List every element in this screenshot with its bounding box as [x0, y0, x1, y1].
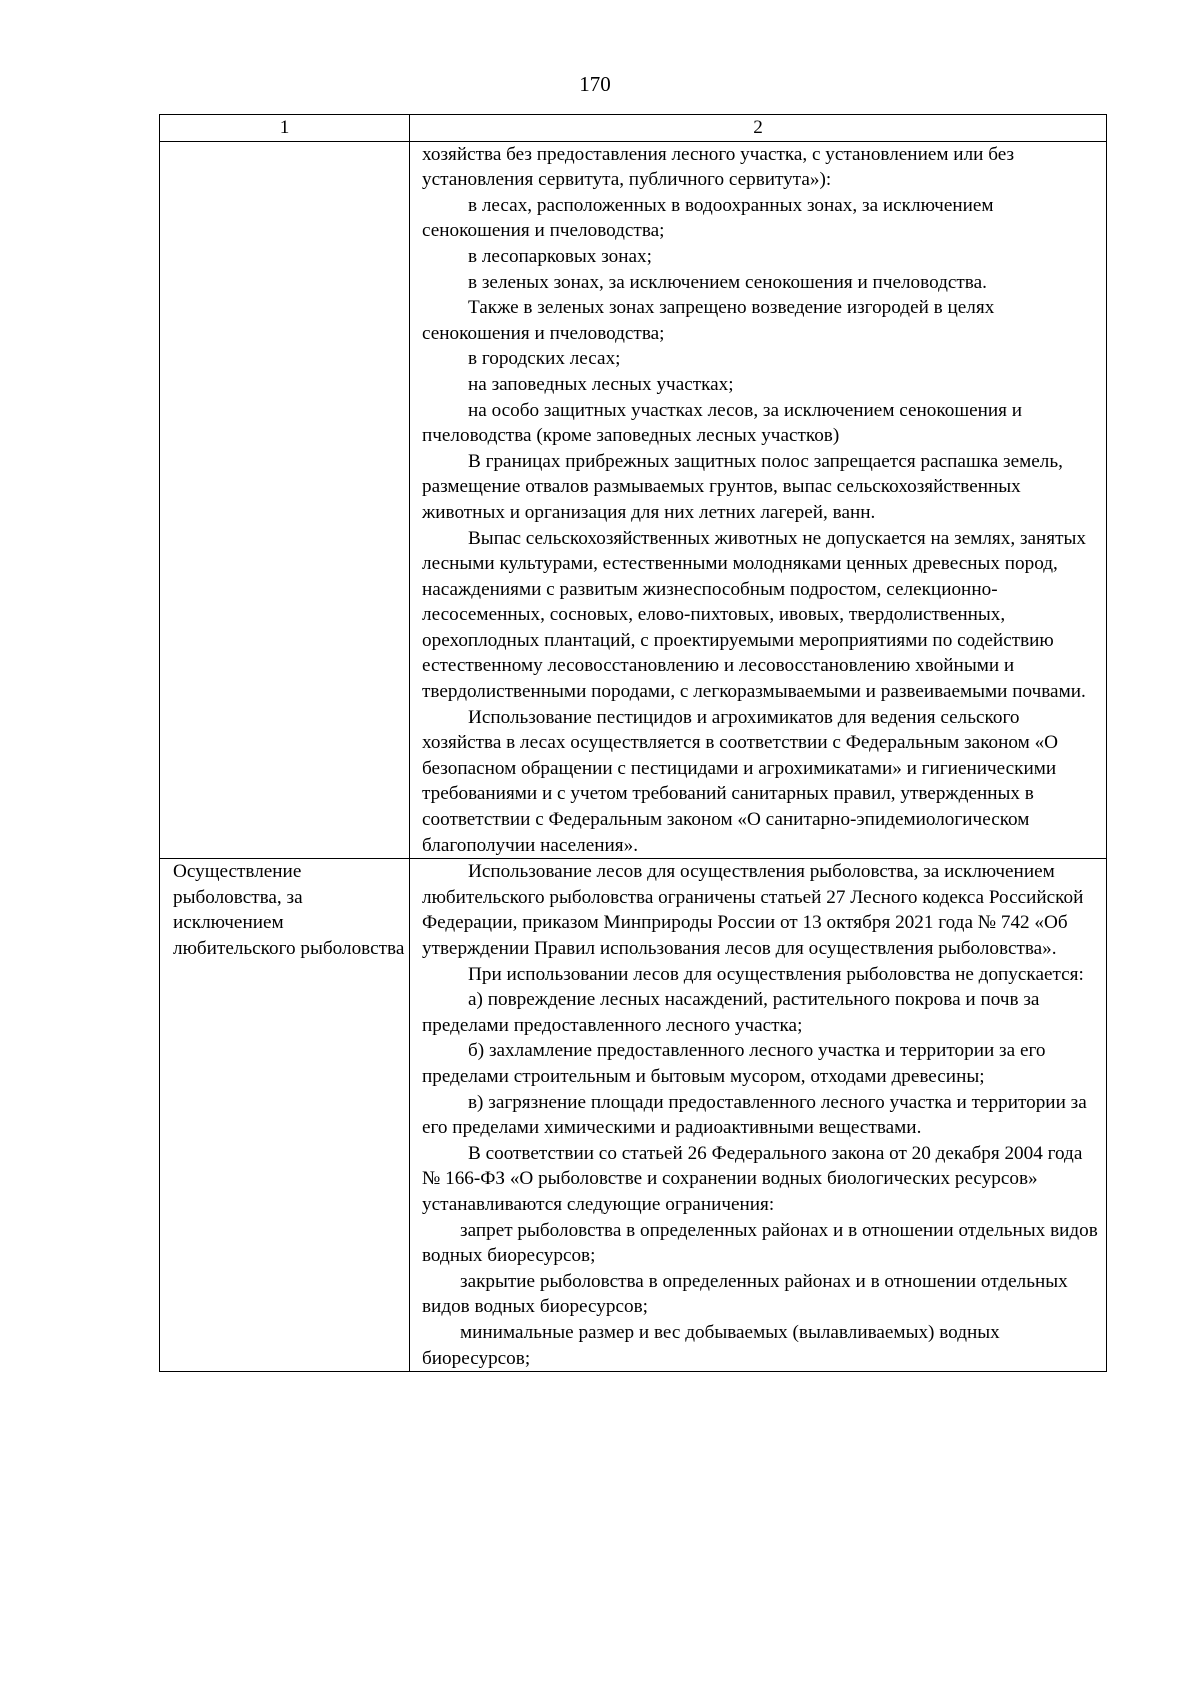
paragraph: а) повреждение лесных насаждений, растительного покрова и почв за пределами предоставленного лесного участка; — [422, 989, 1040, 1036]
paragraph: в городских лесах; — [468, 348, 621, 370]
paragraph: закрытие рыболовства в определенных районах и в отношении отдельных видов водных биоресурсов; — [422, 1270, 1068, 1318]
paragraph: в зеленых зонах, за исключением сенокошения и пчеловодства. — [468, 271, 987, 293]
paragraph: хозяйства без предоставления лесного участка, с установлением или без установления сервитута, публичного сервитута»): — [422, 143, 1015, 191]
table-header-row — [160, 115, 1107, 142]
paragraph: При использовании лесов для осуществления рыболовства не допускается: — [468, 963, 1084, 985]
paragraph: в) загрязнение площади предоставленного лесного участка и территории за его пределами химическими и радиоактивными веществами. — [422, 1091, 1087, 1139]
table-row — [160, 859, 1107, 1372]
paragraph: В границах прибрежных защитных полос запрещается распашка земель, размещение отвалов размываемых грунтов, выпас сельскохозяйственных животных и организация для них летних лагерей, ванн. — [422, 450, 1063, 523]
paragraph: в лесопарковых зонах; — [468, 245, 652, 267]
paragraph: В соответствии со статьей 26 Федерального закона от 20 декабря 2004 года № 166-ФЗ «О рыболовстве и сохранении водных биологических ресурсов» устанавливаются следующие ограничения: — [422, 1142, 1083, 1215]
paragraph: Использование лесов для осуществления рыболовства, за исключением любительского рыболовства ограничены статьей 27 Лесного кодекса Российской Федерации, приказом Минприроды России от 13 октября 2021 года № 742 «Об утверждении Правил использования лесов для осуществления рыболовства». — [422, 861, 1084, 959]
paragraph: Выпас сельскохозяйственных животных не допускается на землях, занятых лесными культурами, естественными молодняками ценных древесных пород, насаждениями с развитым жизнеспособным подростом, селекционно-лесосеменных, сосновых, елово-пихтовых, ивовых, твердолиственных, орехоплодных плантаций, с проектируемыми мероприятиями по содействию естественному лесовосстановлению и лесовосстановлению хвойными и твердолиственными породами, с легкоразмываемыми и развеиваемыми почвами. — [422, 527, 1087, 703]
column-header-2: 2 — [410, 115, 1107, 142]
paragraph: на особо защитных участках лесов, за исключением сенокошения и пчеловодства (кроме заповедных лесных участков) — [422, 399, 1023, 447]
row1-right-cell — [410, 141, 1107, 859]
paragraph: минимальные размер и вес добываемых (вылавливаемых) водных биоресурсов; — [422, 1321, 1000, 1369]
column-header-1: 1 — [160, 115, 410, 142]
table-row — [160, 141, 1107, 859]
paragraph: в лесах, расположенных в водоохранных зонах, за исключением сенокошения и пчеловодства; — [422, 194, 994, 242]
row2-right-cell — [410, 859, 1107, 1372]
paragraph: на заповедных лесных участках; — [468, 373, 734, 395]
paragraph: б) захламление предоставленного лесного участка и территории за его пределами строительным и бытовым мусором, отходами древесины; — [422, 1040, 1046, 1087]
paragraph: Использование пестицидов и агрохимикатов для ведения сельского хозяйства в лесах осуществляется в соответствии с Федеральным законом «О безопасном обращении с пестицидами и агрохимикатами» и гигиеническими требованиями и с учетом требований санитарных правил, утвержденных в соответствии с Федеральным законом «О санитарно-эпидемиологическом благополучии населения». — [422, 706, 1059, 856]
row1-left-cell — [160, 141, 410, 859]
row2-left-cell: Осуществление рыболовства, за исключением любительского рыболовства — [160, 859, 410, 1372]
paragraph: запрет рыболовства в определенных районах и в отношении отдельных видов водных биоресурсов; — [422, 1219, 1098, 1267]
document-table — [159, 114, 1107, 1372]
paragraph: Также в зеленых зонах запрещено возведение изгородей в целях сенокошения и пчеловодства; — [422, 297, 995, 344]
page-number: 170 — [579, 72, 611, 96]
